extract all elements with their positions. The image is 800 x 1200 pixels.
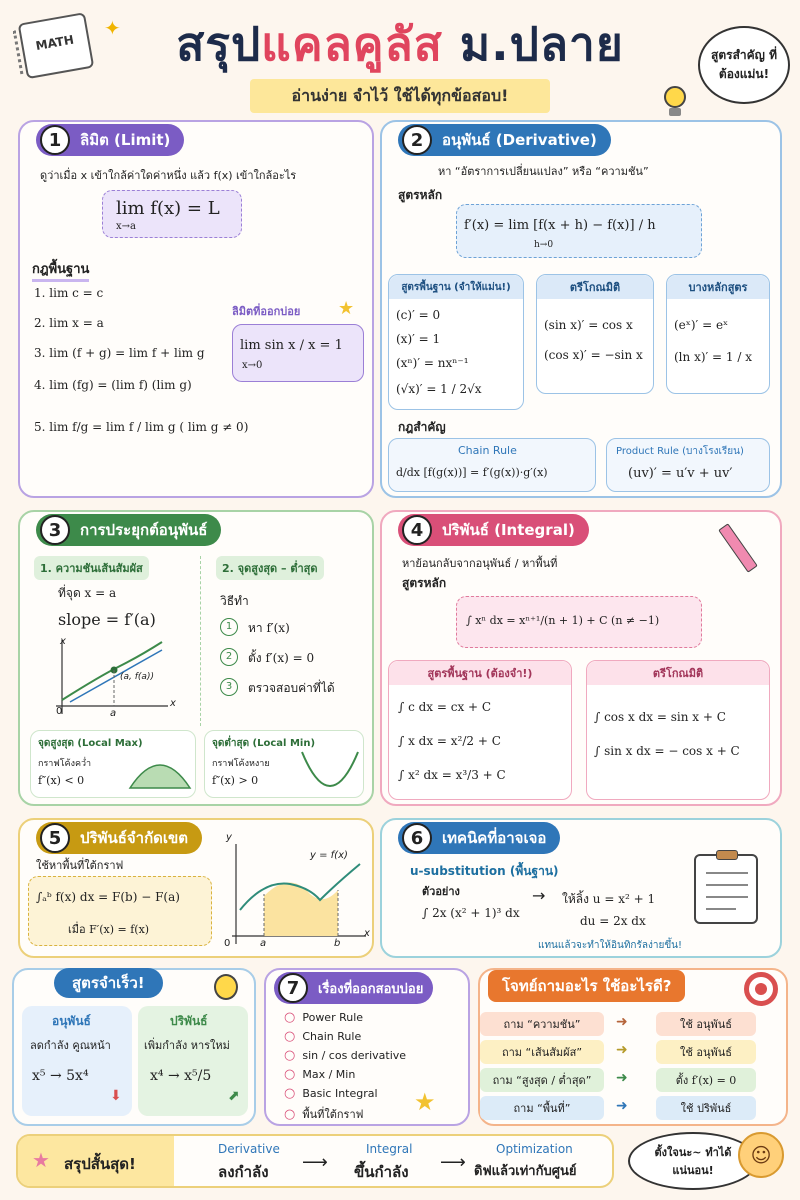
usub-title: u-substitution (พื้นฐาน)	[410, 864, 559, 878]
local-min-desc: กราฟโค้งหงาย	[212, 759, 270, 769]
graph-a-label: a	[260, 938, 267, 949]
step-text: ตรวจสอบค่าที่ได้	[248, 681, 335, 695]
common-limit-box	[232, 324, 364, 382]
subtitle-banner: อ่านง่าย จำไว้ ใช้ได้ทุกข้อสอบ!	[250, 79, 550, 113]
method-title: วิธีทำ	[220, 594, 249, 608]
graph-point-label: (a, f(a))	[120, 672, 154, 682]
quick-integral-desc: เพิ่มกำลัง หารใหม่	[144, 1039, 230, 1052]
derivative-definition: f′(x) = lim [f(x + h) − f(x)] / h	[464, 218, 656, 233]
lightbulb-icon	[664, 86, 688, 116]
key-formulas-bubble: สูตรสำคัญ ที่ต้องแม่น!	[698, 26, 790, 104]
up-arrow-icon: ⬈	[228, 1088, 240, 1104]
local-min-cond: f″(x) > 0	[212, 774, 259, 787]
exam-topic-item: ○ Basic Integral	[284, 1086, 378, 1101]
arrow-icon: ➜	[616, 1070, 628, 1086]
limit-rule: 2. lim x = a	[34, 316, 104, 330]
graph-x-label: x	[364, 928, 370, 939]
summary-derivative-title: Derivative	[218, 1142, 280, 1156]
arrow-icon: ➜	[616, 1014, 628, 1030]
definite-integral-cond: เมื่อ F′(x) = f(x)	[68, 923, 150, 936]
quick-card	[12, 968, 256, 1126]
technique-card	[380, 818, 782, 958]
common-limit: lim sin x / x = 1	[240, 338, 343, 353]
integral-trig-box: ตรีโกณมิติ	[586, 660, 770, 800]
arrow: →	[532, 886, 546, 905]
derivative-basic-item: (√x)′ = 1 / 2√x	[396, 382, 482, 396]
derivative-card	[380, 120, 782, 498]
derivative-basic-item: (x)′ = 1	[396, 332, 441, 346]
step-number: 2	[220, 648, 238, 666]
step-number: 3	[220, 678, 238, 696]
limit-card	[18, 120, 374, 498]
integral-main-title: สูตรหลัก	[402, 576, 447, 590]
math-badge: MATH	[34, 32, 75, 54]
quick-derivative-desc: ลดกำลัง คูณหน้า	[30, 1039, 111, 1052]
step-text: ตั้ง f′(x) = 0	[248, 651, 315, 665]
graph-axis-label: x	[60, 636, 66, 647]
derivative-basic-box: สูตรพื้นฐาน (จำให้แม่น!)	[388, 274, 524, 410]
limit-rule: 1. lim c = c	[34, 286, 104, 300]
derivative-header: 2 อนุพันธ์ (Derivative)	[398, 124, 611, 156]
pencil-icon	[718, 523, 758, 572]
derivative-main-title: สูตรหลัก	[398, 188, 443, 202]
integral-basic-item: ∫ x dx = x²/2 + C	[398, 734, 501, 748]
exam-topic-item: ○ พื้นที่ใต้กราฟ	[284, 1107, 364, 1122]
arrow-icon: ⟶	[440, 1152, 466, 1173]
common-limit-title: ลิมิตที่ออกบ่อย	[232, 305, 301, 318]
derivative-application-card	[18, 510, 374, 806]
target-icon	[744, 972, 778, 1006]
chain-rule: d/dx [f(g(x))] = f′(g(x))·g′(x)	[396, 466, 548, 479]
summary-derivative: ลงกำลัง	[218, 1163, 269, 1181]
summary-optimization-title: Optimization	[496, 1142, 573, 1156]
quick-title: สูตรจำเร็ว!	[54, 968, 163, 998]
shaded-area	[264, 882, 338, 936]
clipboard-icon	[694, 854, 758, 924]
definite-integral-header: 5 ปริพันธ์จำกัดเขต	[36, 822, 202, 854]
graph-fx-label: y = f(x)	[310, 850, 348, 861]
limit-rule: 4. lim (fg) = (lim f) (lim g)	[34, 378, 192, 392]
definite-integral: ∫ₐᵇ f(x) dx = F(b) − F(a)	[36, 890, 180, 904]
limit-definition-sub: x→a	[116, 221, 136, 232]
down-arrow-icon: ⬇	[110, 1088, 122, 1104]
common-limit-sub: x→0	[242, 360, 263, 371]
example-title: ตัวอย่าง	[422, 885, 460, 898]
arrow-icon: ⟶	[302, 1152, 328, 1173]
integral-basic-item: ∫ c dx = cx + C	[398, 700, 492, 714]
derivative-trig-item: (sin x)′ = cos x	[544, 318, 633, 332]
definite-integral-intro: ใช้หาพื้นที่ใต้กราฟ	[36, 859, 124, 872]
quick-derivative-example: x⁵ → 5x⁴	[32, 1068, 89, 1084]
usub-example: ∫ 2x (x² + 1)³ dx	[422, 906, 520, 920]
lightbulb-icon	[214, 974, 238, 1000]
chain-rule-title: Chain Rule	[458, 444, 517, 457]
exam-topic-item: ○ sin / cos derivative	[284, 1048, 407, 1063]
usub-let: ให้ลิ้ง u = x² + 1	[562, 892, 656, 906]
product-rule-title: Product Rule (บางโรงเรียน)	[616, 446, 744, 457]
limit-rule: 5. lim f/g = lim f / lim g ( lim g ≠ 0)	[34, 420, 249, 434]
graph-b-label: b	[334, 938, 341, 949]
question-map-title: โจทย์ถามอะไร ใช้อะไรดี?	[488, 970, 685, 1002]
technique-header: 6 เทคนิคที่อาจเจอ	[398, 822, 560, 854]
product-rule: (uv)′ = u′v + uv′	[628, 466, 733, 481]
definite-integral-card	[18, 818, 374, 958]
local-max-curve	[128, 748, 192, 792]
summary-title: สรุปสั้นสุด!	[64, 1155, 136, 1173]
summary-integral: ขึ้นกำลัง	[354, 1163, 409, 1181]
quick-integral-example: x⁴ → x⁵/5	[150, 1068, 212, 1084]
integral-trig-item: ∫ sin x dx = − cos x + C	[594, 744, 740, 758]
derivative-definition-sub: h→0	[534, 240, 554, 250]
exam-topic-item: ○ Power Rule	[284, 1010, 364, 1025]
smiley-sun-icon: ☺	[738, 1132, 784, 1178]
tangent-at: ที่จุด x = a	[58, 586, 117, 600]
graph-origin-label: 0	[56, 706, 63, 717]
usub-du: du = 2x dx	[580, 914, 646, 928]
integral-definition: ∫ xⁿ dx = xⁿ⁺¹/(n + 1) + C (n ≠ −1)	[466, 614, 660, 627]
integral-intro: หาย้อนกลับจากอนุพันธ์ / หาพื้นที่	[402, 557, 558, 570]
encouragement-bubble: ตั้งใจนะ~ ทำได้แน่นอน!	[628, 1132, 758, 1190]
exam-topic-item: ○ Chain Rule	[284, 1029, 362, 1044]
star-icon: ★	[414, 1088, 436, 1116]
question-map-row: ถาม “พื้นที่” ➜ ใช้ ปริพันธ์	[480, 1096, 756, 1120]
arrow-icon: ➜	[616, 1098, 628, 1114]
derivative-basic-item: (c)′ = 0	[396, 308, 441, 322]
arrow-icon: ➜	[616, 1042, 628, 1058]
integral-basic-box: สูตรพื้นฐาน (ต้องจำ!)	[388, 660, 572, 800]
derivative-exp-item: (ln x)′ = 1 / x	[674, 350, 752, 364]
graph-axis-label: x	[170, 698, 176, 709]
limit-definition: lim f(x) = L	[116, 198, 220, 219]
local-max-cond: f″(x) < 0	[38, 774, 85, 787]
derivative-exp-box: บางหลักสูตร	[666, 274, 770, 394]
integral-basic-item: ∫ x² dx = x³/3 + C	[398, 768, 506, 782]
question-map-row: ถาม “เส้นสัมผัส” ➜ ใช้ อนุพันธ์	[480, 1040, 756, 1064]
quick-integral-title: ปริพันธ์	[170, 1014, 208, 1028]
integral-trig-item: ∫ cos x dx = sin x + C	[594, 710, 726, 724]
divider	[200, 556, 201, 726]
derivative-trig-box: ตรีโกณมิติ	[536, 274, 654, 394]
star-icon: ★	[338, 298, 355, 319]
limit-rules-title: กฎพื้นฐาน	[32, 258, 89, 282]
step-number: 1	[220, 618, 238, 636]
star-icon: ★	[32, 1148, 50, 1172]
limit-intro: ดูว่าเมื่อ x เข้าใกล้ค่าใดค่าหนึ่ง แล้ว f(x) เข้าใกล้อะไร	[40, 169, 297, 182]
summary-integral-title: Integral	[366, 1142, 413, 1156]
tangent-title: 1. ความชันเส้นสัมผัส	[34, 556, 149, 580]
derivative-basic-item: (xⁿ)′ = nxⁿ⁻¹	[396, 356, 469, 370]
derivative-exp-item: (eˣ)′ = eˣ	[674, 318, 729, 332]
extremum-title: 2. จุดสูงสุด – ต่ำสุด	[216, 556, 324, 580]
sparkle-icon: ✦	[104, 16, 121, 40]
tangent-slope: slope = f′(a)	[58, 610, 156, 629]
page-title: สรุปแคลคูลัส ม.ปลาย	[176, 17, 624, 71]
local-max-desc: กราฟโค้งคว่ำ	[38, 759, 92, 769]
graph-a-label: a	[110, 708, 117, 719]
exam-topics-card	[264, 968, 470, 1126]
limit-rule: 3. lim (f + g) = lim f + lim g	[34, 346, 205, 360]
derivative-trig-item: (cos x)′ = −sin x	[544, 348, 643, 362]
exam-topics-header: 7 เรื่องที่ออกสอบบ่อย	[274, 972, 433, 1004]
graph-origin-label: 0	[224, 938, 231, 949]
local-max-title: จุดสูงสุด (Local Max)	[38, 738, 143, 749]
question-map-row: ถาม “สูงสุด / ต่ำสุด” ➜ ตั้ง f′(x) = 0	[480, 1068, 756, 1092]
quick-derivative-title: อนุพันธ์	[52, 1014, 91, 1028]
local-min-curve	[300, 748, 360, 792]
application-header: 3 การประยุกต์อนุพันธ์	[36, 514, 221, 546]
graph-y-label: y	[226, 832, 232, 843]
integral-header: 4 ปริพันธ์ (Integral)	[398, 514, 589, 546]
derivative-intro: หา “อัตราการเปลี่ยนแปลง” หรือ “ความชัน”	[438, 165, 649, 178]
usub-note: แทนแล้วจะทำให้อินทิกรัลง่ายขึ้น!	[538, 940, 682, 951]
derivative-rules-title: กฎสำคัญ	[398, 420, 446, 434]
local-min-title: จุดต่ำสุด (Local Min)	[212, 738, 316, 749]
limit-header: 1 ลิมิต (Limit)	[36, 124, 184, 156]
question-map-row: ถาม “ความชัน” ➜ ใช้ อนุพันธ์	[480, 1012, 756, 1036]
summary-optimization: ดิฟแล้วเท่ากับศูนย์	[474, 1164, 577, 1179]
exam-topic-item: ○ Max / Min	[284, 1067, 356, 1082]
step-text: หา f′(x)	[248, 621, 290, 635]
integral-card	[380, 510, 782, 806]
